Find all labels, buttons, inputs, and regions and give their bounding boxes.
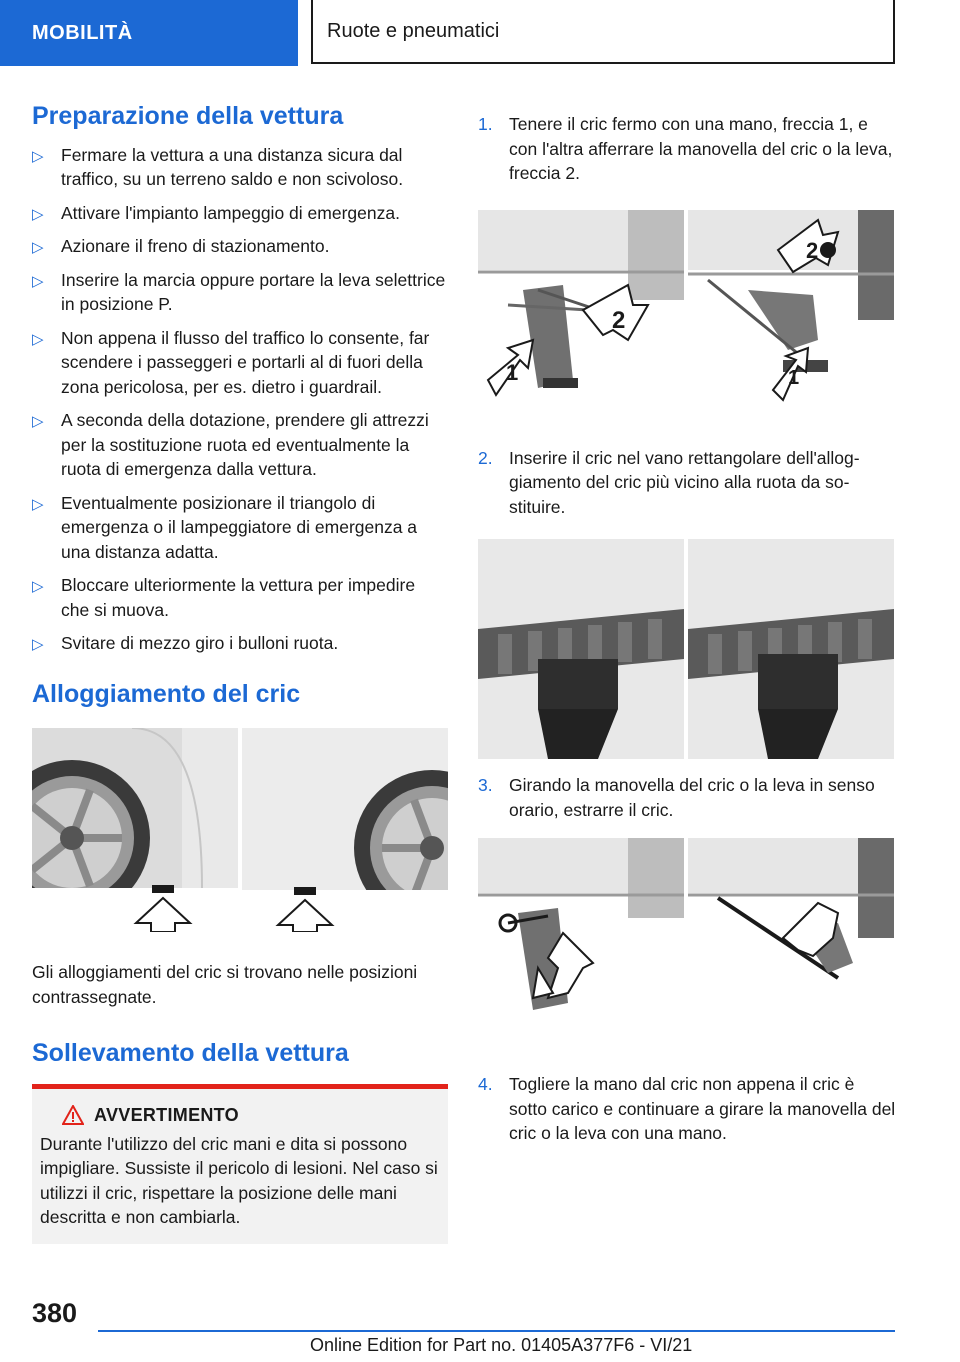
list-item: ▷ Non appena il flusso del traffico lo consente, far scendere i passeggeri e portarli al di fuori della zona pericolosa, per es. dietro i guardrail. <box>32 327 430 397</box>
step2-image-right <box>688 539 894 759</box>
list-item: 1. Tenere il cric fermo con una mano, freccia 1, e con l'altra afferrare la manovella del cric o la leva, freccia 2. <box>478 114 893 183</box>
steps-list <box>478 446 896 520</box>
footer-divider <box>98 1330 895 1332</box>
arrow-2-label: 2 <box>612 306 626 334</box>
footer-edition: Online Edition for Part no. 01405A377F6 - VI/21 <box>310 1335 693 1355</box>
prep-heading: Preparazione della vettura <box>32 102 344 130</box>
triangle-bullet-icon: ▷ <box>32 205 44 223</box>
list-item: ▷ Svitare di mezzo giro i bulloni ruota. <box>32 631 448 656</box>
arrow-1-label: 1 <box>506 359 519 385</box>
prep-list <box>32 143 448 656</box>
warning-text: Durante l'utilizzo del cric mani e dita si possono impigliare. Sussiste il pericolo di lesioni. Nel caso si utilizzi il cric, rispettare la posizione delle mani descritta e non cambiarla. <box>40 1133 438 1227</box>
jack-point-heading: Alloggiamento del cric <box>32 679 301 708</box>
list-item: ▷ Fermare la vettura a una distanza sicura dal traffico, su un terreno saldo e non scivoloso. <box>32 144 404 189</box>
step1-illustration <box>478 210 896 406</box>
triangle-bullet-icon: ▷ <box>32 330 44 348</box>
right-column <box>478 112 896 1146</box>
steps-list <box>478 112 896 186</box>
step1-image-left <box>478 210 684 406</box>
list-item: 3. Girando la manovella del cric o la leva in senso orario, estrarre il cric. <box>478 775 875 820</box>
step3-image-left <box>478 838 684 1028</box>
chapter-header <box>311 0 895 64</box>
rear-jack-point-image <box>242 728 448 932</box>
step2-illustration <box>478 539 896 759</box>
lifting-heading: Sollevamento della vettura <box>32 1039 349 1067</box>
arrow-1-label: 1 <box>788 366 800 389</box>
list-item: 4. Togliere la mano dal cric non appena il cric è sotto carico e continuare a girare la manovella del cric o la leva con una mano. <box>478 1074 896 1143</box>
list-item: ▷ A seconda della dotazione, prendere gli attrezzi per la sostituzione ruota ed eventualmente la ruota di emergenza dalla vettura. <box>32 410 429 479</box>
section-tab <box>0 0 298 66</box>
page-number: 380 <box>32 1298 78 1328</box>
triangle-bullet-icon: ▷ <box>32 636 44 653</box>
list-item: ▷ Eventualmente posizionare il triangolo di emergenza o il lampeggiatore di emergenza a una distanza adatta. <box>32 492 418 562</box>
list-item: ▷ Azionare il freno di stazionamento. <box>32 234 448 259</box>
list-item: ▷ Inserire la marcia oppure portare la leva selettrice in posizione P. <box>32 269 446 314</box>
triangle-bullet-icon: ▷ <box>32 147 44 165</box>
list-item: ▷ Bloccare ulteriormente la vettura per impedire che si muova. <box>32 575 416 620</box>
warning-box <box>32 1084 448 1244</box>
step3-image-right <box>688 838 894 1028</box>
step1-image-right <box>688 210 894 406</box>
front-jack-point-image <box>32 728 238 932</box>
triangle-bullet-icon: ▷ <box>32 413 44 430</box>
warning-title: AVVERTIMENTO <box>94 1104 239 1125</box>
left-column <box>32 100 448 1244</box>
steps-list <box>478 773 896 822</box>
step3-illustration <box>478 838 896 1028</box>
warning-title-row <box>62 1105 440 1126</box>
list-item: 2. Inserire il cric nel vano rettangolare dell'alloggiamento del cric più vicino alla ruota da sostituire. <box>478 447 860 517</box>
arrow-2-label: 2 <box>806 237 819 263</box>
warning-triangle-icon <box>62 1105 84 1125</box>
jack-point-text: Gli alloggiamenti del cric si trovano nelle posizioni contrassegnate. <box>32 962 418 1007</box>
chapter-title: Ruote e pneumatici <box>327 19 500 42</box>
list-item: ▷ Attivare l'impianto lampeggio di emergenza. <box>32 201 448 226</box>
triangle-bullet-icon: ▷ <box>32 272 44 290</box>
jack-points-illustration <box>32 728 448 932</box>
triangle-bullet-icon: ▷ <box>32 495 44 513</box>
step2-image-left <box>478 539 684 759</box>
steps-list <box>478 1072 896 1146</box>
triangle-bullet-icon: ▷ <box>32 578 44 595</box>
triangle-bullet-icon: ▷ <box>32 239 44 256</box>
section-title: MOBILITÀ <box>32 21 133 44</box>
